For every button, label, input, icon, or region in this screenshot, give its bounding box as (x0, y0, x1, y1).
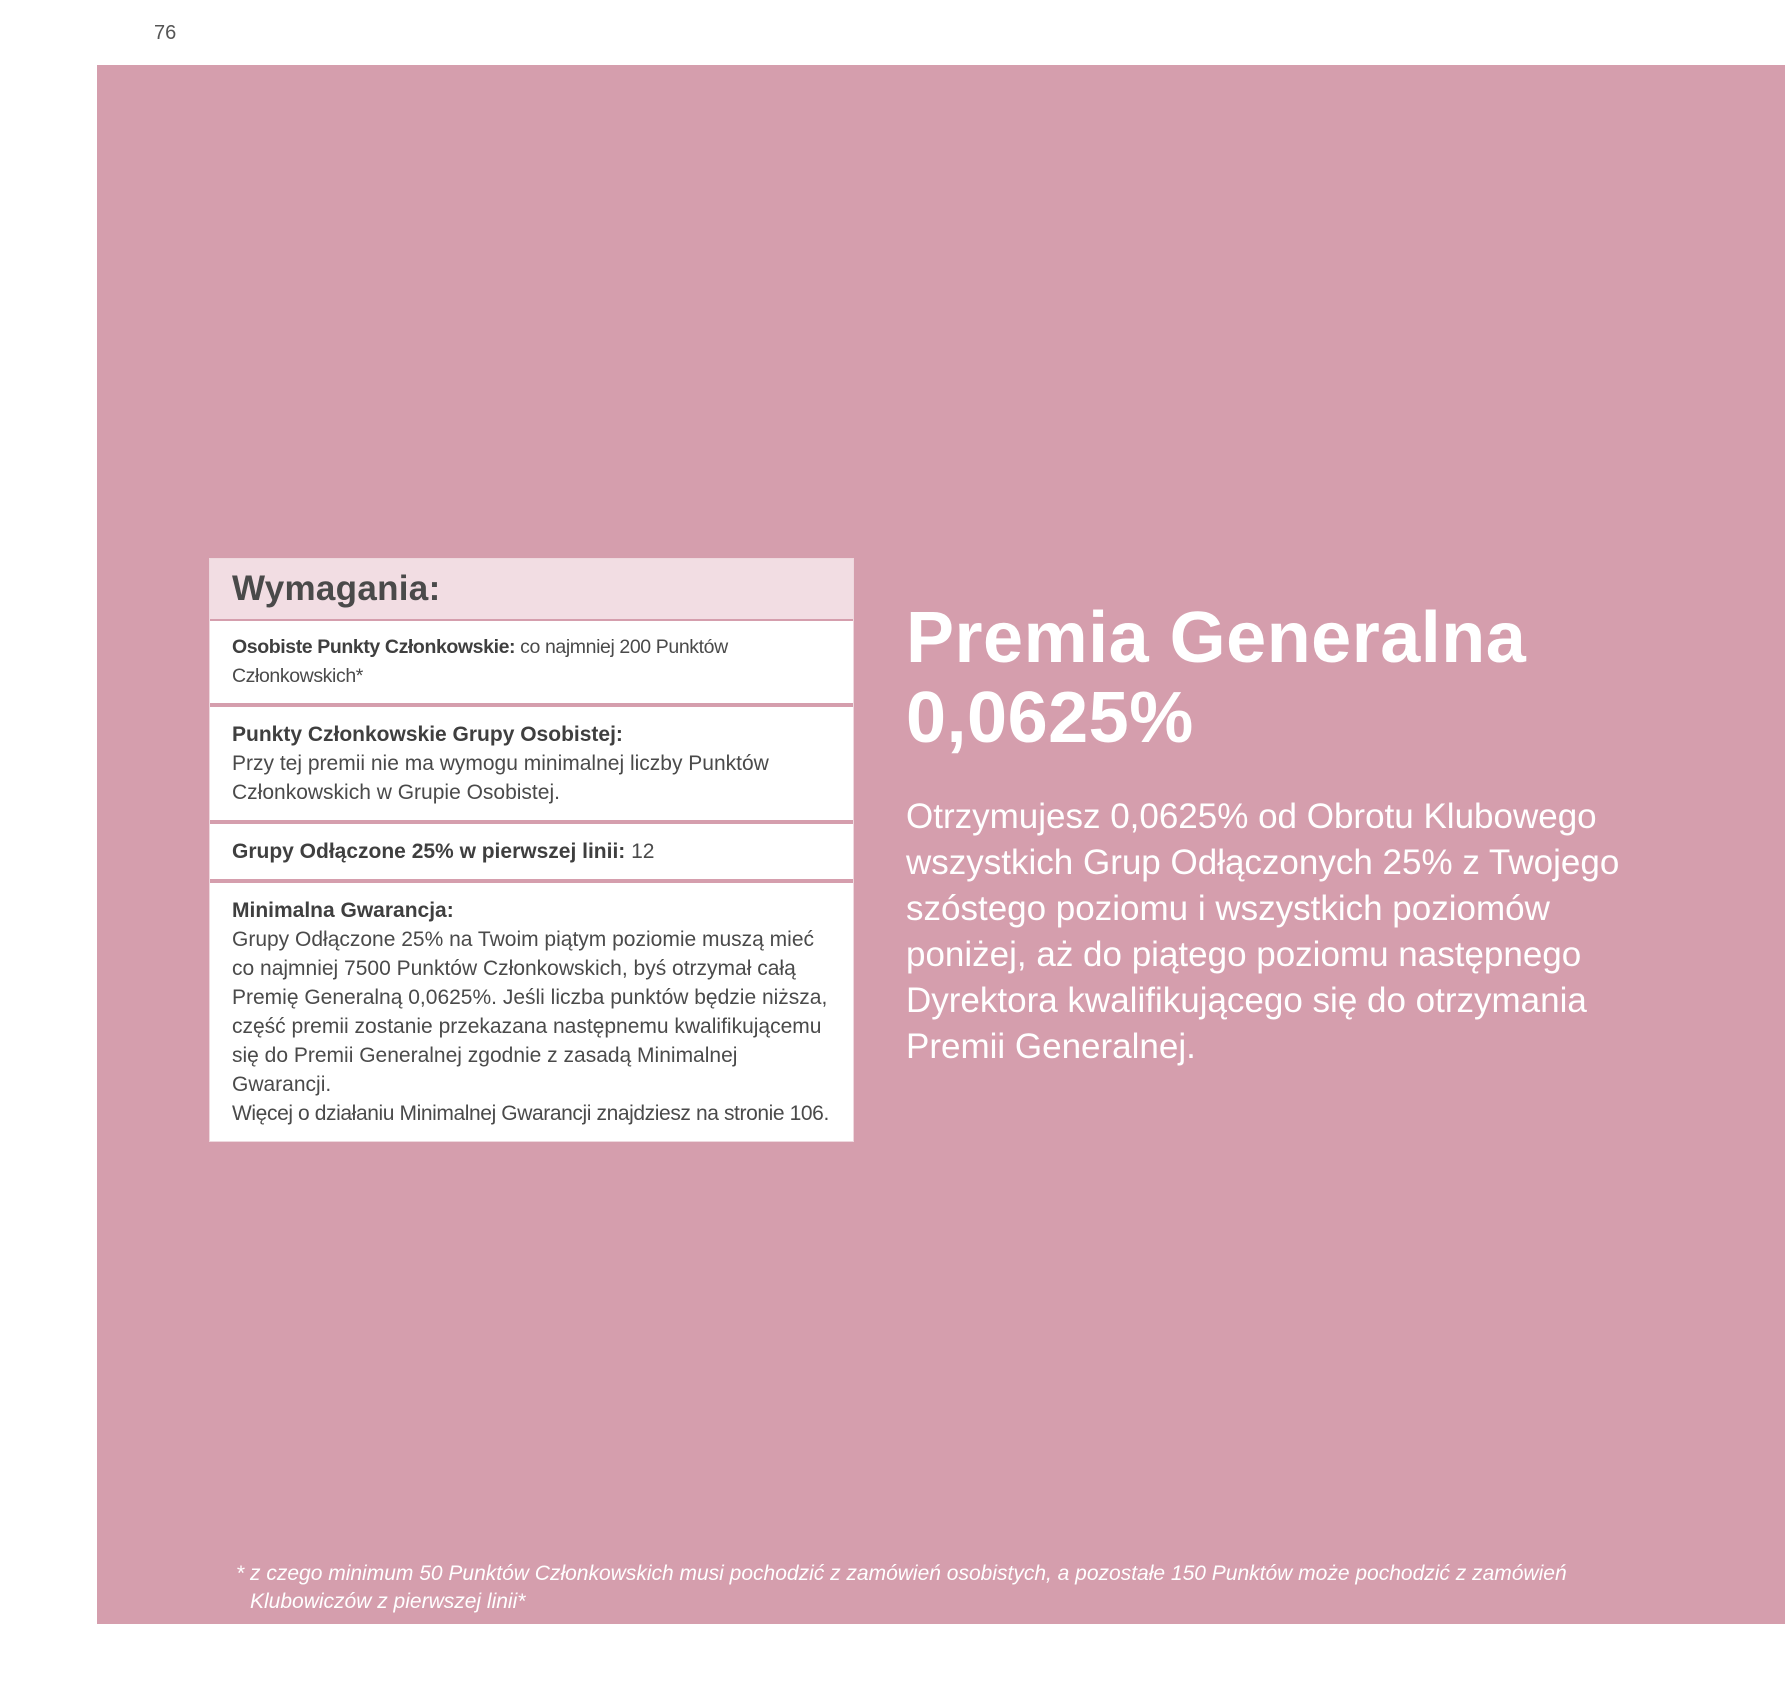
requirement-minimum-guarantee (210, 879, 853, 1141)
requirement-value: co najmniej 200 Punktów Członkowskich* (232, 636, 728, 687)
requirement-first-line-groups (210, 820, 853, 879)
requirement-personal-group-points (210, 703, 853, 820)
bonus-title (906, 598, 1526, 758)
requirement-extra-note: Więcej o działaniu Minimalnej Gwarancji znajdziesz na stronie 106. (232, 1102, 829, 1125)
requirement-personal-points (210, 621, 853, 703)
bonus-title-line-2: 0,0625% (906, 678, 1194, 758)
requirements-header (210, 559, 853, 621)
requirement-value: 12 (625, 840, 655, 863)
requirements-heading: Wymagania: (232, 569, 441, 608)
requirement-label: Punkty Członkowskie Grupy Osobistej: (232, 723, 623, 746)
bonus-description: Otrzymujesz 0,0625% od Obrotu Klubowego wszystkich Grup Odłączonych 25% z Twojego szóstego poziomu i wszystkich poziomów poniżej, aż do piątego poziomu następnego Dyrektora kwalifikującego się do otrzymania Premii Generalnej. (906, 797, 1620, 1066)
requirements-box (210, 559, 853, 1141)
requirement-label: Minimalna Gwarancja: (232, 899, 454, 922)
requirement-value: Przy tej premii nie ma wymogu minimalnej liczby Punktów Członkowskich w Grupie Osobistej. (232, 752, 769, 804)
footnote: * z czego minimum 50 Punktów Członkowskich musi pochodzić z zamówień osobistych, a pozostałe 150 Punktów może pochodzić z zamówień Klubowiczów z pierwszej linii* (236, 1562, 1567, 1613)
page-number: 76 (154, 22, 177, 44)
requirement-label: Osobiste Punkty Członkowskie: (232, 636, 516, 658)
requirement-value: Grupy Odłączone 25% na Twoim piątym poziomie muszą mieć co najmniej 7500 Punktów Członkowskich, byś otrzymał całą Premię Generalną 0,0625%. Jeśli liczba punktów będzie niższa, część premii zostanie przekazana następnemu kwalifikującemu się do Premii Generalnej zgodnie z zasadą Minimalnej Gwarancji. (232, 928, 828, 1096)
bonus-title-line-1: Premia Generalna (906, 598, 1527, 678)
requirement-label: Grupy Odłączone 25% w pierwszej linii: (232, 840, 626, 863)
